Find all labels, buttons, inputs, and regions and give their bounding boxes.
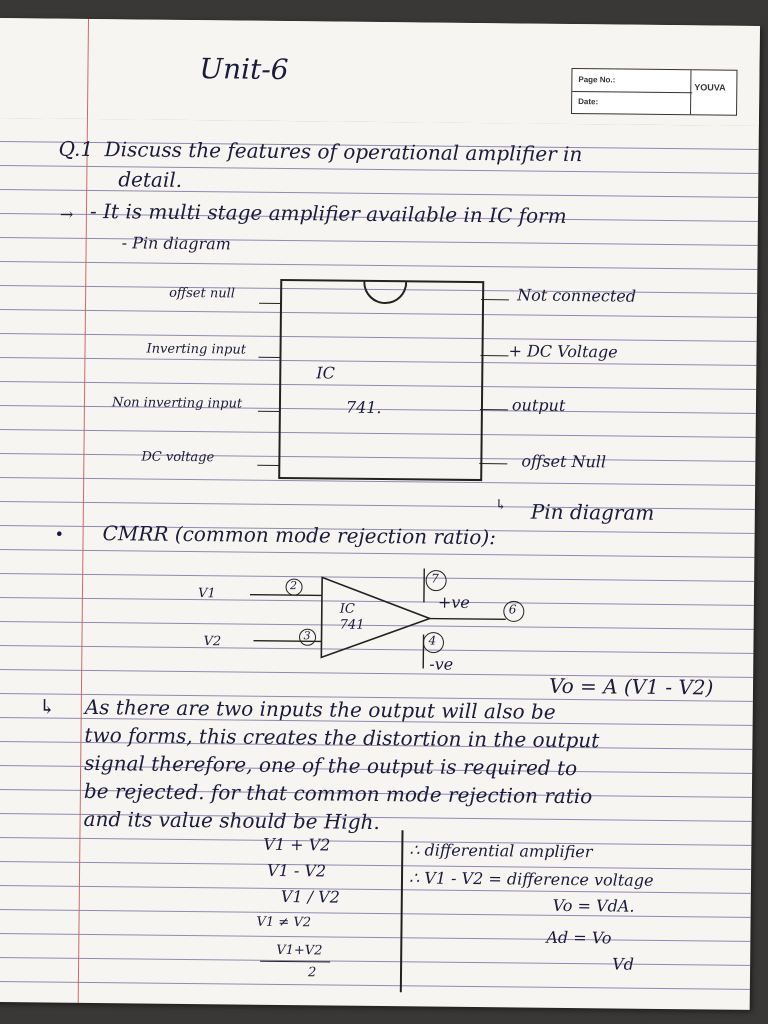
- arrow-marker: →: [59, 204, 74, 224]
- explanation-line: and its value should be High.: [83, 806, 380, 835]
- unit-title: Unit-6: [199, 52, 289, 87]
- output-formula: Vo = A (V1 - V2): [548, 673, 714, 700]
- minus-ve-label: -ve: [429, 654, 454, 674]
- caption-arrow: ↳: [494, 497, 507, 514]
- pin-diagram-caption: Pin diagram: [530, 499, 655, 525]
- table-right-item: Vo = VdA.: [552, 895, 635, 916]
- pin-left-4: DC voltage: [141, 449, 215, 466]
- table-right-item: ∴ differential amplifier: [409, 840, 593, 862]
- brand-logo: YOUVA: [694, 82, 726, 93]
- table-left-item: 2: [307, 965, 317, 981]
- pin-right-2: + DC Voltage: [508, 341, 618, 362]
- question-number: Q.1: [58, 136, 94, 161]
- question-text-line2: detail.: [118, 167, 183, 192]
- input-v1: V1: [197, 586, 216, 602]
- table-right-item: Ad = Vo: [546, 927, 612, 948]
- explanation-line: As there are two inputs the output will also be: [84, 694, 556, 724]
- chip-label-741: 741.: [345, 397, 382, 418]
- explanation-line: signal therefore, one of the output is required to: [84, 750, 578, 781]
- input-v2: V2: [203, 634, 222, 650]
- point-pin-diagram: - Pin diagram: [121, 233, 232, 254]
- pin-right-1: Not connected: [517, 285, 637, 306]
- date-label: Date:: [578, 97, 599, 107]
- op-amp-symbol: [0, 18, 760, 726]
- explanation-line: be rejected. for that common mode rejection ratio: [83, 778, 593, 809]
- pin-4-label: 4: [428, 633, 437, 648]
- explanation-line: two forms, this creates the distortion in the output: [84, 722, 600, 753]
- table-left-item: V1 / V2: [280, 886, 340, 907]
- pin-left-3: Non inverting input: [111, 395, 243, 412]
- pin-left-1: offset null: [169, 285, 236, 302]
- pin-6-label: 6: [508, 602, 517, 617]
- bullet: •: [54, 524, 65, 544]
- page-no-label: Page No.:: [578, 75, 616, 85]
- table-left-item: V1+V2: [276, 942, 323, 959]
- point-ic-form: - It is multi stage amplifier available in IC form: [89, 198, 567, 228]
- question-text-line1: Discuss the features of operational amplifier in: [104, 137, 583, 167]
- amp-label-741: 741: [339, 617, 365, 633]
- pin-2-label: 2: [290, 579, 298, 593]
- notebook-page: [0, 18, 760, 1010]
- pin-left-2: Inverting input: [146, 341, 247, 358]
- amp-label-ic: IC: [339, 601, 356, 617]
- chip-label-ic: IC: [316, 363, 335, 383]
- pin-7-label: 7: [431, 571, 439, 586]
- table-left-item: V1 ≠ V2: [256, 914, 312, 931]
- pin-right-4: offset Null: [521, 451, 607, 472]
- fraction-bar: [260, 961, 330, 963]
- table-left-item: V1 - V2: [266, 860, 327, 881]
- cmrr-heading: CMRR (common mode rejection ratio):: [102, 521, 497, 550]
- pin-right-3: output: [511, 395, 566, 415]
- table-left-item: V1 + V2: [263, 834, 331, 855]
- plus-ve-label: +ve: [437, 592, 470, 612]
- table-right-item: ∴ V1 - V2 = difference voltage: [408, 868, 654, 890]
- explanation-arrow: ↳: [38, 694, 56, 719]
- table-right-item: Vd: [612, 954, 635, 974]
- table-divider: [400, 830, 404, 992]
- pin-3-label: 3: [303, 629, 311, 643]
